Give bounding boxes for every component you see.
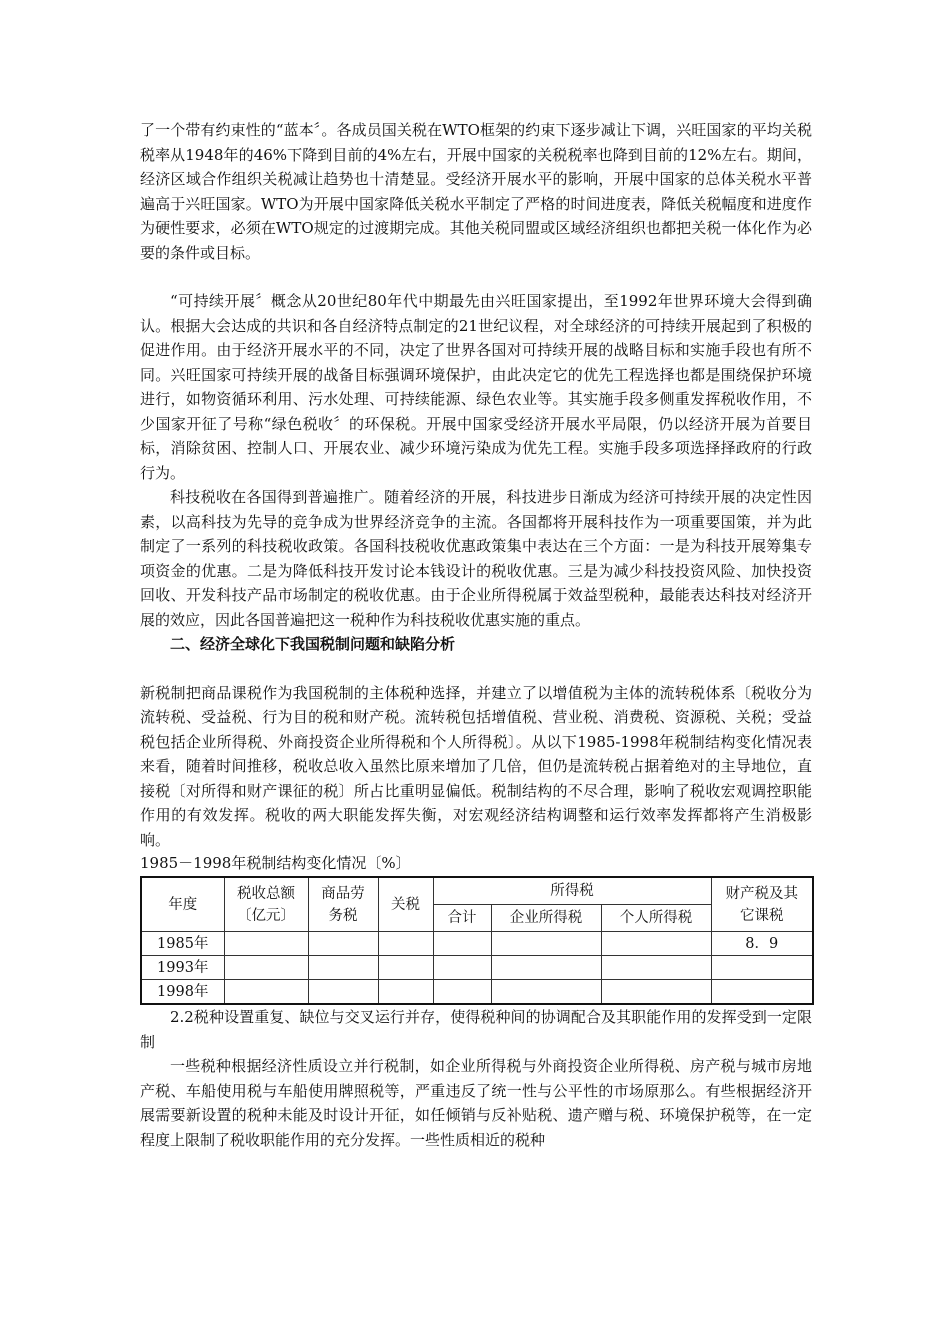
header-tariff: 关税 <box>378 877 433 932</box>
paragraph-gap <box>140 265 812 289</box>
header-income-tax: 所得税 <box>433 877 711 905</box>
paragraph-tax-overlap-heading: 2.2税种设置重复、缺位与交叉运行并存，使得税种间的协调配合及其职能作用的发挥受到一定限制 <box>140 1008 812 1051</box>
cell-tariff <box>378 956 433 980</box>
cell-goods <box>308 932 378 956</box>
table-row <box>141 932 813 956</box>
table-caption: 1985－1998年税制结构变化情况〔%〕 <box>140 854 411 872</box>
cell-total <box>224 980 308 1005</box>
cell-year: 1993年 <box>141 956 224 980</box>
header-income-total: 合计 <box>433 905 491 932</box>
cell-property <box>711 956 813 980</box>
cell-income-total <box>433 932 491 956</box>
section-heading: 二、经济全球化下我国税制问题和缺陷分析 <box>170 635 456 653</box>
paragraph-tariff-blueprint: 了一个带有约束性的“蓝本〞。各成员国关税在WTO框架的约束下逐步减让下调，兴旺国家的平均关税税率从1948年的46%下降到目前的4%左右，开展中国家的关税税率也降到目前的12%左右。期间，经济区域合作组织关税减让趋势也十清楚显。受经济开展水平的影响，开展中国家的总体关税水平普遍高于兴旺国家。WTO为开展中国家降低关税水平制定了严格的时间进度表，降低关税幅度和进度作为硬性要求，必须在WTO规定的过渡期完成。其他关税同盟或区域经济组织也都把关税一体化作为必要的条件或目标。 <box>140 121 812 262</box>
header-property-tax: 财产税及其 它课税 <box>711 877 813 932</box>
paragraph-gap <box>140 657 812 681</box>
paragraph-new-tax-system: 新税制把商品课税作为我国税制的主体税种选择，并建立了以增值税为主体的流转税体系〔税收分为流转税、受益税、行为目的税和财产税。流转税包括增值税、营业税、消费税、资源税、关税；受益税包括企业所得税、外商投资企业所得税和个人所得税〕。从以下1985-1998年税制结构变化情况表来看，随着时间推移，税收总收入虽然比原来增加了几倍，但仍是流转税占据着绝对的主导地位，直接税〔对所得和财产课征的税〕所占比重明显偏低。税制结构的不尽合理，影响了税收宏观调控职能作用的有效发挥。税收的两大职能发挥失衡，对宏观经济结构调整和运行效率发挥都将产生消极影响。 <box>140 683 812 849</box>
cell-tariff <box>378 980 433 1005</box>
cell-goods <box>308 980 378 1005</box>
paragraph-sustainable-development: “可持续开展〞概念从20世纪80年代中期最先由兴旺国家提出，至1992年世界环境大会得到确认。根据大会达成的共识和各自经济特点制定的21世纪议程，对全球经济的可持续开展起到了积极的促进作用。由于经济开展水平的不同，决定了世界各国对可持续开展的战略目标和实施手段也有所不同。兴旺国家可持续开展的战备目标强调环境保护，由此决定它的优先工程选择也都是围绕保护环境进行，如物资循环利用、污水处理、可持续能源、绿色农业等。其实施手段多侧重发挥税收作用，不少国家开征了号称“绿色税收〞的环保税。开展中国家受经济开展水平局限，仍以经济开展为首要目标，消除贫困、控制人口、开展农业、减少环境污染成为优先工程。实施手段多项选择择政府的行政行为。 <box>140 292 812 482</box>
header-total-revenue: 税收总额 〔亿元〕 <box>224 877 308 932</box>
table-row <box>141 956 813 980</box>
cell-income-corp <box>491 980 601 1005</box>
cell-year: 1985年 <box>141 932 224 956</box>
table-row <box>141 980 813 1005</box>
cell-total <box>224 956 308 980</box>
cell-income-personal <box>601 980 711 1005</box>
cell-tariff <box>378 932 433 956</box>
tax-structure-table <box>140 876 814 1005</box>
paragraph-parallel-taxes: 一些税种根据经济性质设立并行税制，如企业所得税与外商投资企业所得税、房产税与城市房地产税、车船使用税与车船使用牌照税等，严重违反了统一性与公平性的市场原那么。有些根据经济开展需要新设置的税种未能及时设计开征，如任倾销与反补贴税、遗产赠与税、环境保护税等，在一定程度上限制了税收职能作用的充分发挥。一些性质相近的税种 <box>140 1057 812 1149</box>
cell-income-total <box>433 956 491 980</box>
cell-income-personal <box>601 932 711 956</box>
cell-income-personal <box>601 956 711 980</box>
cell-property <box>711 980 813 1005</box>
header-income-personal: 个人所得税 <box>601 905 711 932</box>
cell-goods <box>308 956 378 980</box>
cell-income-corp <box>491 932 601 956</box>
cell-total <box>224 932 308 956</box>
header-income-corporate: 企业所得税 <box>491 905 601 932</box>
cell-year: 1998年 <box>141 980 224 1005</box>
header-goods-service-tax: 商品劳 务税 <box>308 877 378 932</box>
document-page <box>140 118 812 1152</box>
cell-property: 8．9 <box>711 932 813 956</box>
cell-income-corp <box>491 956 601 980</box>
paragraph-tech-tax: 科技税收在各国得到普遍推广。随着经济的开展，科技进步日渐成为经济可持续开展的决定性因素，以高科技为先导的竞争成为世界经济竞争的主流。各国都将开展科技作为一项重要国策，并为此制定了一系列的科技税收政策。各国科技税收优惠政策集中表达在三个方面：一是为科技开展筹集专项资金的优惠。二是为降低科技开发讨论本钱设计的税收优惠。三是为减少科技投资风险、加快投资回收、开发科技产品市场制定的税收优惠。由于企业所得税属于效益型税种，最能表达科技对经济开展的效应，因此各国普遍把这一税种作为科技税收优惠实施的重点。 <box>140 488 812 629</box>
header-year: 年度 <box>141 877 224 932</box>
cell-income-total <box>433 980 491 1005</box>
